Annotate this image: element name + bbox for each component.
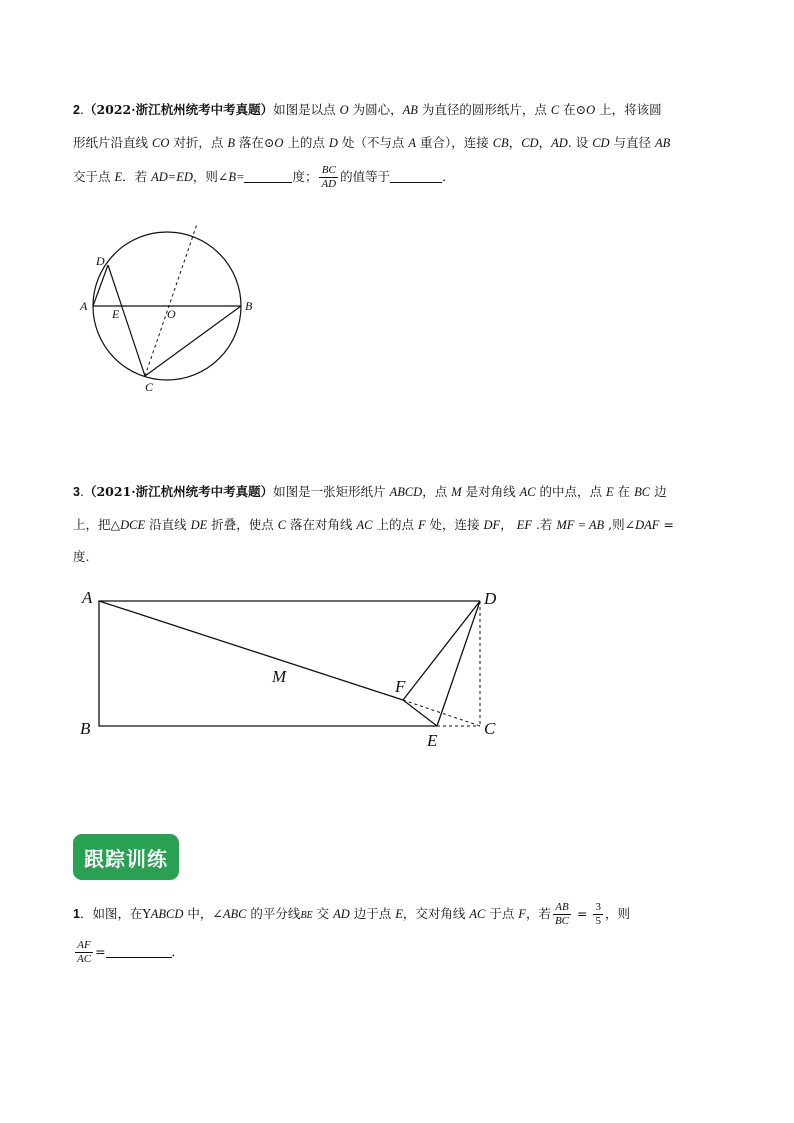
label-c: C bbox=[484, 719, 496, 738]
fraction-3-5: $\frac{3}{5}$ bbox=[595, 901, 601, 927]
label-o: O bbox=[167, 307, 176, 321]
section-badge: 跟踪训练 bbox=[73, 834, 179, 880]
fold-line-co bbox=[145, 224, 197, 376]
answer-blank[interactable] bbox=[106, 957, 172, 958]
label-e: E bbox=[427, 731, 438, 750]
fraction-af-ac: $\frac{AF}{AC}$ bbox=[77, 939, 92, 965]
t1-number: 1 bbox=[73, 907, 80, 921]
q2-line-2: 形纸片沿直线 CO 对折，点 B 落在⊙O 上的点 D 处（不与点 A 重合），连接 CB，CD，AD. 设 CD 与直径 AB bbox=[73, 135, 671, 150]
t1-line-2: $\frac{AF}{AC}$ = ． bbox=[77, 939, 185, 965]
q2-source: （2022·浙江杭州统考中考真题） bbox=[83, 102, 274, 117]
diagonal-af bbox=[99, 601, 403, 700]
q2-circle-figure bbox=[75, 220, 275, 400]
q2-line-3: 交于点 E．若 AD=ED，则∠B= 度； $\frac{BC}{AD}$ 的值等于 ． bbox=[73, 164, 455, 190]
q3-source: （2021·浙江杭州统考中考真题） bbox=[83, 484, 274, 499]
q3-line-2: 上，把△DCE 沿直线 DE 折叠，使点 C 落在对角线 AC 上的点 F 处，连接 DF， EF .若 MF = AB ,则∠DAF = bbox=[73, 517, 674, 532]
label-a: A bbox=[80, 299, 88, 313]
answer-blank[interactable] bbox=[244, 182, 292, 183]
q3-number: 3 bbox=[73, 485, 80, 499]
segment-ad bbox=[93, 265, 108, 306]
label-m: M bbox=[272, 667, 287, 686]
fraction-ab-bc: $\frac{AB}{BC}$ bbox=[554, 901, 570, 927]
label-d: D bbox=[96, 254, 105, 268]
answer-blank[interactable] bbox=[390, 182, 442, 183]
q3-line-3: 度. bbox=[73, 549, 90, 564]
label-b: B bbox=[245, 299, 253, 313]
parallelogram-symbol: Y bbox=[142, 906, 151, 921]
q2-number: 2 bbox=[73, 103, 80, 117]
label-d: D bbox=[484, 589, 497, 608]
t1-line-1: 1．如图，在YABCD 中，∠ABC 的平分线BE 交 AD 边于点 E，交对角线 AC 于点 F，若 $\frac{AB}{BC}$ = $\frac{3}{5}$ ，则 bbox=[73, 901, 630, 927]
fraction-bc-ad: $\frac{BC}{AD}$ bbox=[321, 164, 337, 190]
segment-cb bbox=[145, 306, 241, 376]
label-c: C bbox=[145, 380, 154, 394]
label-f: F bbox=[395, 677, 406, 696]
q3-line-1: 3.（2021·浙江杭州统考中考真题）如图是一张矩形纸片 ABCD，点 M 是对角线 AC 的中点，点 E 在 BC 边 bbox=[73, 484, 667, 499]
label-b: B bbox=[80, 719, 91, 738]
segment-de bbox=[437, 601, 480, 726]
label-e: E bbox=[112, 307, 120, 321]
q2-line-1: 2.（2022·浙江杭州统考中考真题）如图是以点 O 为圆心，AB 为直径的圆形纸片，点 C 在⊙O 上，将该圆 bbox=[73, 102, 662, 117]
q3-rectangle-figure bbox=[75, 585, 505, 750]
label-a: A bbox=[82, 588, 93, 607]
segment-df bbox=[403, 601, 480, 700]
segment-fe bbox=[403, 700, 437, 726]
